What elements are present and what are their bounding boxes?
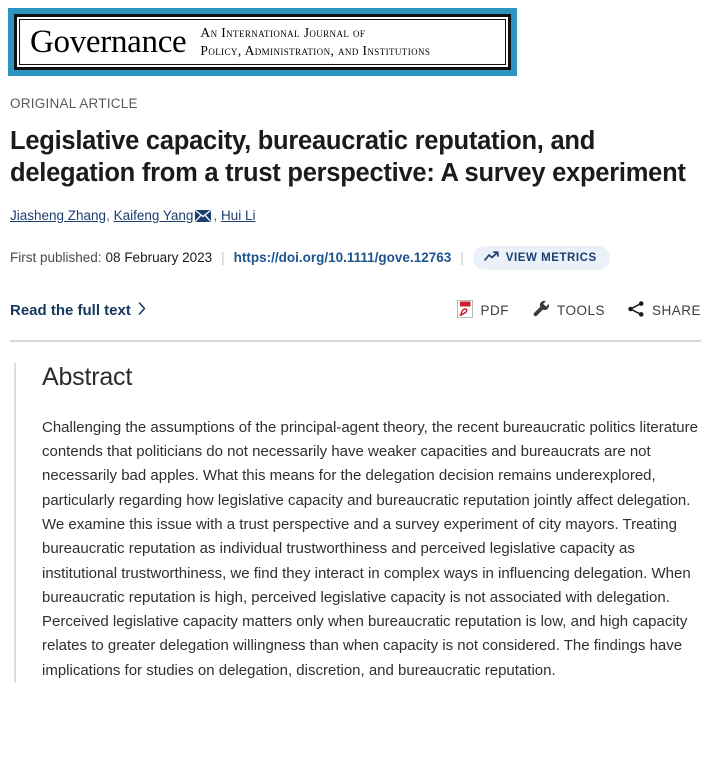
banner-inner-frame: [19, 19, 506, 65]
publication-info: [10, 246, 701, 270]
view-metrics-label: VIEW METRICS: [505, 251, 597, 264]
meta-separator-1: |: [221, 250, 225, 266]
share-icon: [628, 301, 645, 320]
pdf-icon: [457, 300, 473, 321]
share-label: SHARE: [651, 302, 701, 318]
author-link-2[interactable]: Kaifeng Yang: [113, 207, 194, 223]
abstract-heading: Abstract: [42, 362, 133, 391]
author-link-3[interactable]: Hui Li: [220, 207, 256, 223]
chevron-right-icon: [138, 302, 146, 319]
wrench-icon: [532, 300, 550, 321]
pdf-label: PDF: [480, 302, 509, 318]
article-toolbar: [10, 300, 701, 321]
abstract-body: Challenging the assumptions of the principal-agent theory, the recent bureaucratic politics literature contends that politicians do not necessarily have weaker capacities and bureaucrats are not necessarily bad apples. What this means for the delegation decision remains underexplored, particularly regarding how legislative capacity and bureaucratic reputation jointly affect delegation. We examine this issue with a trust perspective and a survey experiment of city mayors. Treating bureaucratic reputation as individual trustworthiness and perceived legislative capacity as institutional trustworthiness, we find they interact in complex ways in influencing delegation. When bureaucratic reputation is high, perceived legislative capacity is not associated with delegation. Perceived legislative capacity matters only when bureaucratic reputation is low, and high capacity relates to greater delegation willingness than when capacity is not considered. The findings have implications for studies on delegation, discretion, and bureaucratic reputation.: [42, 418, 698, 679]
banner-outer-frame: [14, 14, 511, 70]
view-metrics-button[interactable]: [473, 246, 610, 270]
article-content: [0, 96, 711, 683]
read-full-text-link[interactable]: [10, 302, 146, 319]
meta-separator-2: |: [460, 250, 464, 266]
tools-button[interactable]: [532, 300, 605, 321]
page-title: Legislative capacity, bureaucratic reputation, and delegation from a trust perspective: A survey experiment: [10, 127, 686, 187]
journal-banner: [8, 8, 517, 76]
read-full-text-label: Read the full text: [10, 301, 131, 319]
toolbar-divider: [10, 340, 701, 342]
trend-line-icon: [484, 251, 499, 265]
first-published-date: 08 February 2023: [105, 250, 213, 266]
journal-title: Governance: [30, 23, 187, 60]
author-list: [10, 208, 701, 225]
article-type-label: ORIGINAL ARTICLE: [10, 96, 138, 111]
pdf-button[interactable]: [457, 300, 509, 321]
journal-subtitle: [200, 24, 430, 60]
journal-subtitle-line-1: An International Journal of: [200, 25, 366, 41]
abstract-section: [14, 363, 701, 683]
author-link-1[interactable]: Jiasheng Zhang: [10, 207, 107, 223]
tools-label: TOOLS: [556, 302, 605, 318]
share-button[interactable]: [628, 301, 701, 320]
corresponding-author-envelope-icon[interactable]: [195, 210, 211, 225]
article-actions: [457, 300, 701, 321]
journal-subtitle-line-2: Policy, Administration, and Institutions: [200, 43, 431, 58]
first-published-label: First published:: [10, 250, 102, 266]
doi-link[interactable]: https://doi.org/10.1111/gove.12763: [233, 250, 452, 266]
author-separator-1: ,: [106, 207, 114, 223]
author-separator-2: ,: [213, 207, 221, 223]
